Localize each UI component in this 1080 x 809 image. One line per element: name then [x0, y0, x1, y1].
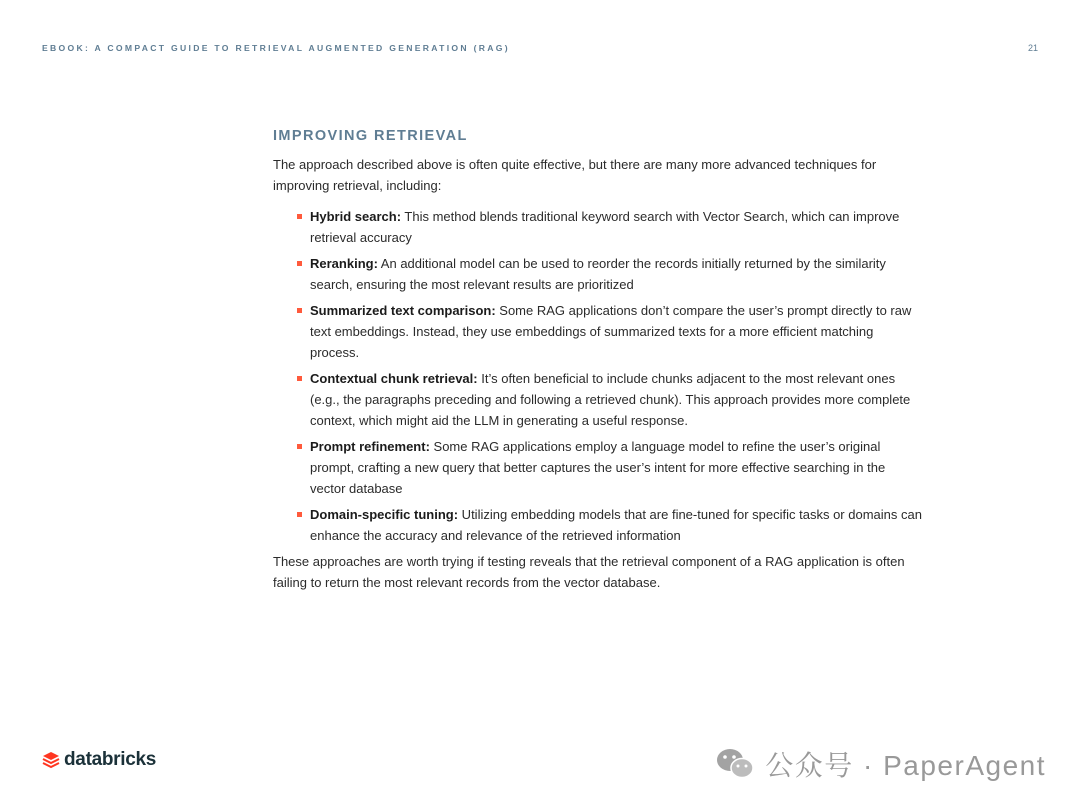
- item-term: Contextual chunk retrieval:: [310, 371, 478, 386]
- item-term: Hybrid search:: [310, 209, 402, 224]
- bullet-square-icon: [297, 261, 302, 266]
- page-number: 21: [1027, 43, 1038, 53]
- bullet-square-icon: [297, 376, 302, 381]
- item-text: Utilizing embedding models that are fine-tuned for specific tasks or domains can enhance the accuracy and relevance of the retrieved information: [310, 507, 922, 543]
- bullet-square-icon: [297, 214, 302, 219]
- bullet-square-icon: [297, 512, 302, 517]
- list-item: [273, 206, 923, 248]
- item-text: Some RAG applications don’t compare the user’s prompt directly to raw text embeddings. Instead, they use embeddings of summarized texts for a more efficient matching process.: [310, 303, 912, 360]
- technique-list: [273, 206, 923, 546]
- running-header: EBOOK: A COMPACT GUIDE TO RETRIEVAL AUGMENTED GENERATION (RAG): [42, 43, 510, 53]
- list-item: [273, 436, 923, 499]
- item-text: This method blends traditional keyword search with Vector Search, which can improve retrieval accuracy: [310, 209, 900, 245]
- watermark: [715, 744, 1046, 784]
- brand-name: databricks: [64, 749, 157, 770]
- bullet-square-icon: [297, 444, 302, 449]
- section-title: IMPROVING RETRIEVAL: [273, 128, 468, 144]
- item-term: Prompt refinement:: [310, 439, 430, 454]
- main-content: [273, 128, 923, 593]
- brand-logo: [42, 749, 156, 771]
- list-item: [273, 368, 923, 431]
- item-term: Summarized text comparison:: [310, 303, 496, 318]
- bullet-square-icon: [297, 308, 302, 313]
- item-text: It’s often beneficial to include chunks adjacent to the most relevant ones (e.g., the paragraphs preceding and following a retrieved chunk). This approach provides more complete context, which might aid the LLM in generating a useful response.: [310, 371, 911, 428]
- item-term: Domain-specific tuning:: [310, 507, 459, 522]
- watermark-text: 公众号 · PaperAgent: [765, 750, 1046, 781]
- list-item: [273, 504, 923, 546]
- item-text: An additional model can be used to reorder the records initially returned by the similarity search, ensuring the most relevant results are prioritized: [310, 256, 886, 292]
- databricks-logo-icon: [42, 751, 60, 769]
- list-item: [273, 253, 923, 295]
- conclusion-paragraph: These approaches are worth trying if testing reveals that the retrieval component of a RAG application is often failing to return the most relevant records from the vector database.: [273, 554, 905, 590]
- list-item: [273, 300, 923, 363]
- item-term: Reranking:: [310, 256, 378, 271]
- intro-paragraph: The approach described above is often quite effective, but there are many more advanced techniques for improving retrieval, including:: [273, 157, 877, 193]
- item-text: Some RAG applications employ a language model to refine the user’s original prompt, crafting a new query that better captures the user’s intent for more effective searching in the vector database: [310, 439, 886, 496]
- wechat-icon: [715, 747, 755, 781]
